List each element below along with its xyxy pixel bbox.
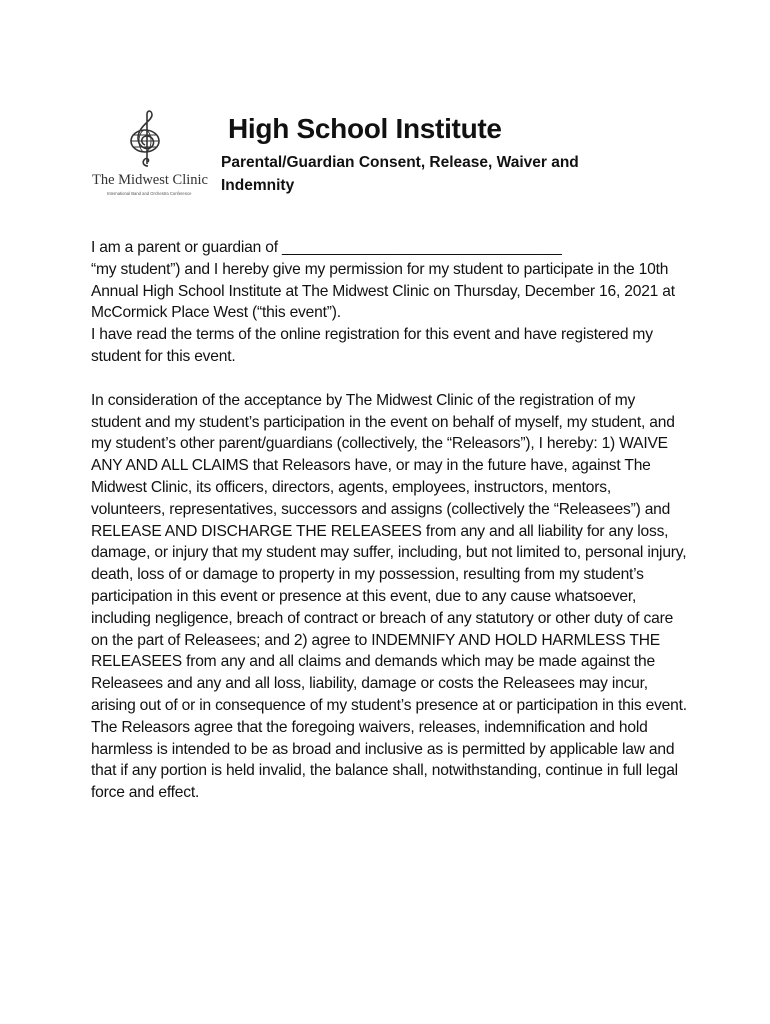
logo-name: The Midwest Clinic <box>92 172 208 188</box>
treble-clef-globe-icon <box>128 108 162 170</box>
consent-body <box>91 237 687 804</box>
intro-paragraph: “my student”) and I hereby give my permission for my student to participate in the 10th Annual High School Institute at The Midwest Clinic on Thursday, December 16, 2021 at McCormick Place West (“this event”). <box>91 260 675 322</box>
document-subtitle: Parental/Guardian Consent, Release, Waiver and Indemnity <box>221 154 579 194</box>
midwest-clinic-logo <box>92 108 212 200</box>
intro-line: I am a parent or guardian of _________________________________ <box>91 239 562 256</box>
logo-tagline: International Band and Orchestra Conference <box>107 191 192 196</box>
registration-paragraph: I have read the terms of the online registration for this event and have registered my student for this event. <box>91 326 653 365</box>
release-paragraph: In consideration of the acceptance by The Midwest Clinic of the registration of my student and my student’s participation in the event on behalf of myself, my student, and my student’s other parent/guardians (collectively, the “Releasors”), I hereby: 1) WAIVE ANY AND ALL CLAIMS that Releasors have, or may in the future have, against The Midwest Clinic, its officers, directors, agents, employees, instructors, mentors, volunteers, representatives, successors and assigns (collectively the “Releasees”) and RELEASE AND DISCHARGE THE RELEASEES from any and all liability for any loss, damage, or injury that my student may suffer, including, but not limited to, personal injury, death, loss of or damage to property in my possession, resulting from my student’s participation in this event or presence at this event, due to any cause whatsoever, including negligence, breach of contract or breach of any statutory or other duty of care on the part of Releasees; and 2) agree to INDEMNIFY AND HOLD HARMLESS THE RELEASEES from any and all claims and demands which may be made against the Releasees and any and all loss, liability, damage or costs the Releasees may incur, arising out of or in consequence of my student’s presence at or participation in this event. The Releasors agree that the foregoing waivers, releases, indemnification and hold harmless is intended to be as broad and inclusive as is permitted by applicable law and that if any portion is held invalid, the balance shall, notwithstanding, continue in full legal force and effect. <box>91 391 687 802</box>
paragraph-spacer <box>91 368 687 390</box>
page-title: High School Institute <box>228 113 502 144</box>
